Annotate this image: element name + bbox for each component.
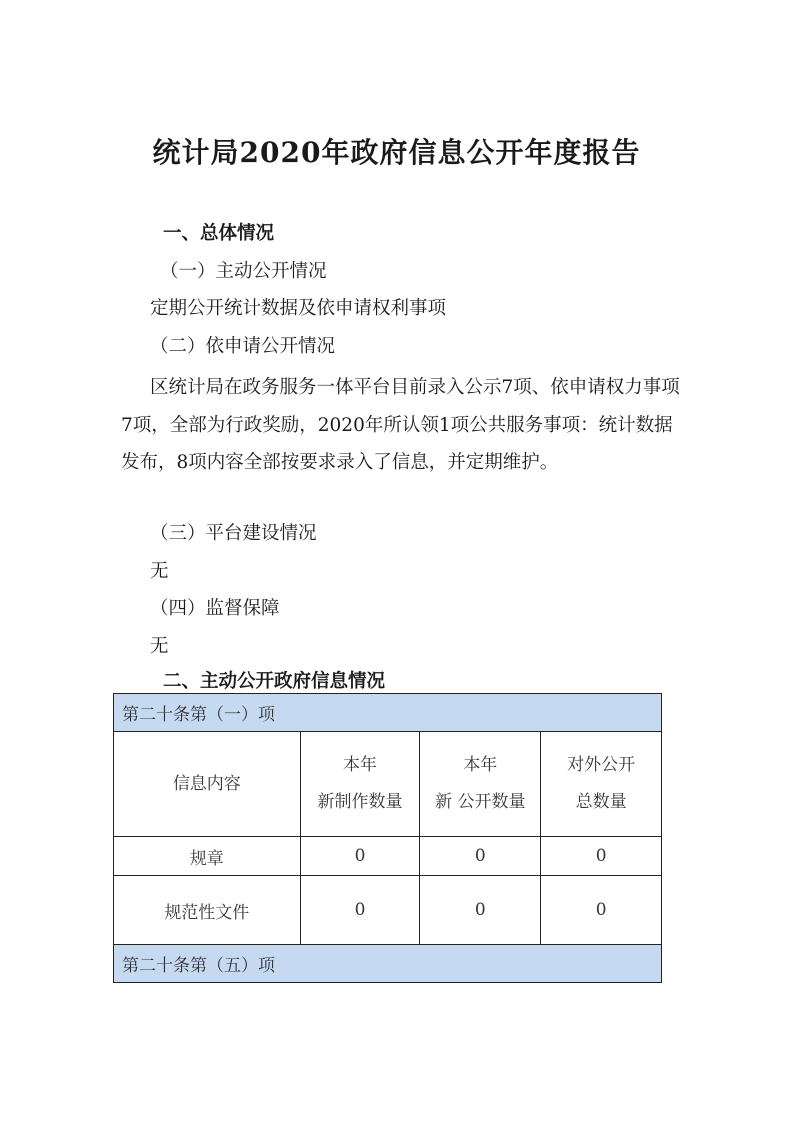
row-value: 0: [420, 876, 541, 945]
row-value: 0: [541, 876, 662, 945]
row-value: 0: [541, 837, 662, 876]
header-info-content: 信息内容: [114, 732, 301, 837]
header-total-published-line1: 对外公开: [567, 755, 636, 775]
header-total-published: [541, 732, 662, 837]
row-label: 规范性文件: [114, 876, 301, 945]
header-new-published: [420, 732, 541, 837]
info-table: [113, 693, 662, 983]
subheading-supervision: （四）监督保障: [150, 598, 280, 619]
header-new-published-line2: 新 公开数量: [435, 792, 526, 812]
row-value: 0: [300, 876, 420, 945]
header-new-published-line1: 本年: [463, 755, 498, 775]
text-on-request: 区统计局在政务服务一体平台目前录入公示7项、依申请权力事项7项，全部为行政奖励，2020年所认领1项公共服务事项：统计数据发布，8项内容全部按要求录入了信息，并定期维护。: [121, 377, 680, 473]
table-row: [114, 837, 662, 876]
row-value: 0: [420, 837, 541, 876]
table-section-header: 第二十条第（五）项: [114, 945, 662, 983]
row-label: 规章: [114, 837, 301, 876]
header-new-made-line1: 本年: [343, 755, 378, 775]
table-header-row: [114, 732, 662, 837]
subheading-proactive: （一）主动公开情况: [160, 261, 327, 282]
table-section-header: 第二十条第（一）项: [114, 694, 662, 732]
header-total-published-line2: 总数量: [575, 792, 627, 812]
text-proactive: 定期公开统计数据及依申请权利事项: [150, 298, 447, 319]
header-new-made: [300, 732, 420, 837]
section-heading-proactive-info: 二、主动公开政府信息情况: [163, 671, 386, 692]
row-value: 0: [300, 837, 420, 876]
header-new-made-line2: 新制作数量: [317, 792, 403, 812]
text-supervision: 无: [150, 636, 169, 657]
subheading-platform: （三）平台建设情况: [150, 523, 317, 544]
table-row: [114, 876, 662, 945]
subheading-on-request: （二）依申请公开情况: [150, 336, 336, 357]
page-title: 统计局2020年政府信息公开年度报告: [152, 136, 641, 169]
text-platform: 无: [150, 561, 169, 582]
section-heading-overview: 一、总体情况: [163, 223, 275, 244]
